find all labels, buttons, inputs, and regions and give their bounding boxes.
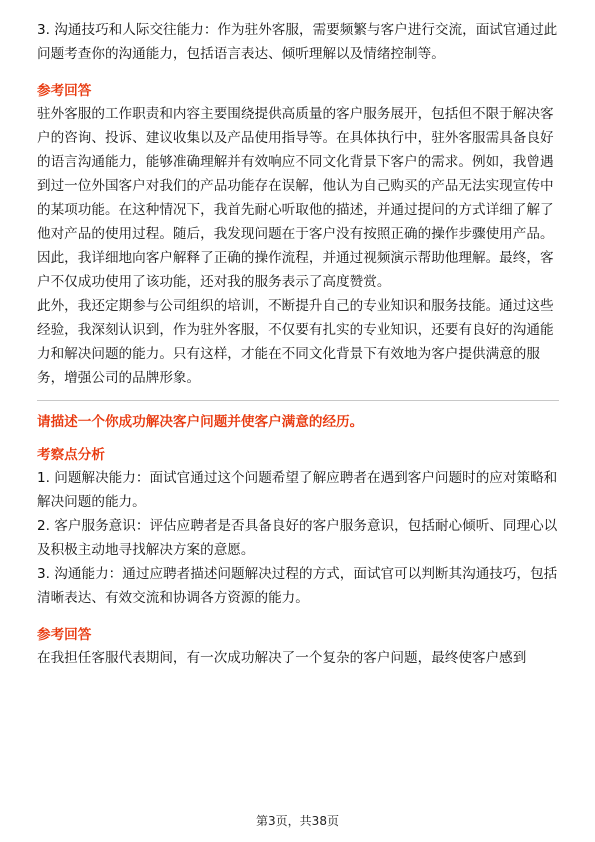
answer-paragraph-2: 此外，我还定期参与公司组织的培训，不断提升自己的专业知识和服务技能。通过这些经验，我深刻认识到，作为驻外客服，不仅要有扎实的专业知识，还要有良好的沟通能力和解决问题的能力。只有这样，才能在不同文化背景下有效地为客户提供满意的服务，增强公司的品牌形象。	[37, 298, 554, 386]
analysis-item-3: 3. 沟通能力：通过应聘者描述问题解决过程的方式，面试官可以判断其沟通技巧，包括清晰表达、有效交流和协调各方资源的能力。	[37, 566, 558, 606]
answer-heading: 参考回答	[37, 83, 92, 99]
analysis-item-1: 1. 问题解决能力：面试官通过这个问题希望了解应聘者在遇到客户问题时的应对策略和解决问题的能力。	[37, 470, 558, 510]
document-page	[37, 18, 559, 670]
page-number: 第3页，共38页	[256, 814, 339, 828]
answer-paragraph-1: 在我担任客服代表期间，有一次成功解决了一个复杂的客户问题，最终使客户感到	[37, 650, 527, 666]
analysis-item-3: 3. 沟通技巧和人际交往能力：作为驻外客服，需要频繁与客户进行交流，面试官通过此问题考查你的沟通能力，包括语言表达、倾听理解以及情绪控制等。	[37, 22, 558, 62]
question-title: 请描述一个你成功解决客户问题并使客户满意的经历。	[37, 414, 364, 430]
answer-paragraph-1: 驻外客服的工作职责和内容主要围绕提供高质量的客户服务展开，包括但不限于解决客户的咨询、投诉、建议收集以及产品使用指导等。在具体执行中，驻外客服需具备良好的语言沟通能力，能够准确理解并有效响应不同文化背景下客户的需求。例如，我曾遇到过一位外国客户对我们的产品功能存在误解，他认为自己购买的产品无法实现宣传中的某项功能。在这种情况下，我首先耐心听取他的描述，并通过提问的方式详细了解了他对产品的使用过程。随后，我发现问题在于客户没有按照正确的操作步骤使用产品。因此，我详细地向客户解释了正确的操作流程，并通过视频演示帮助他理解。最终，客户不仅成功使用了该功能，还对我的服务表示了高度赞赏。	[37, 106, 554, 290]
analysis-heading: 考察点分析	[37, 447, 105, 463]
section-divider	[37, 400, 559, 401]
answer-heading: 参考回答	[37, 627, 92, 643]
analysis-item-2: 2. 客户服务意识：评估应聘者是否具备良好的客户服务意识，包括耐心倾听、同理心以及积极主动地寻找解决方案的意愿。	[37, 518, 558, 558]
